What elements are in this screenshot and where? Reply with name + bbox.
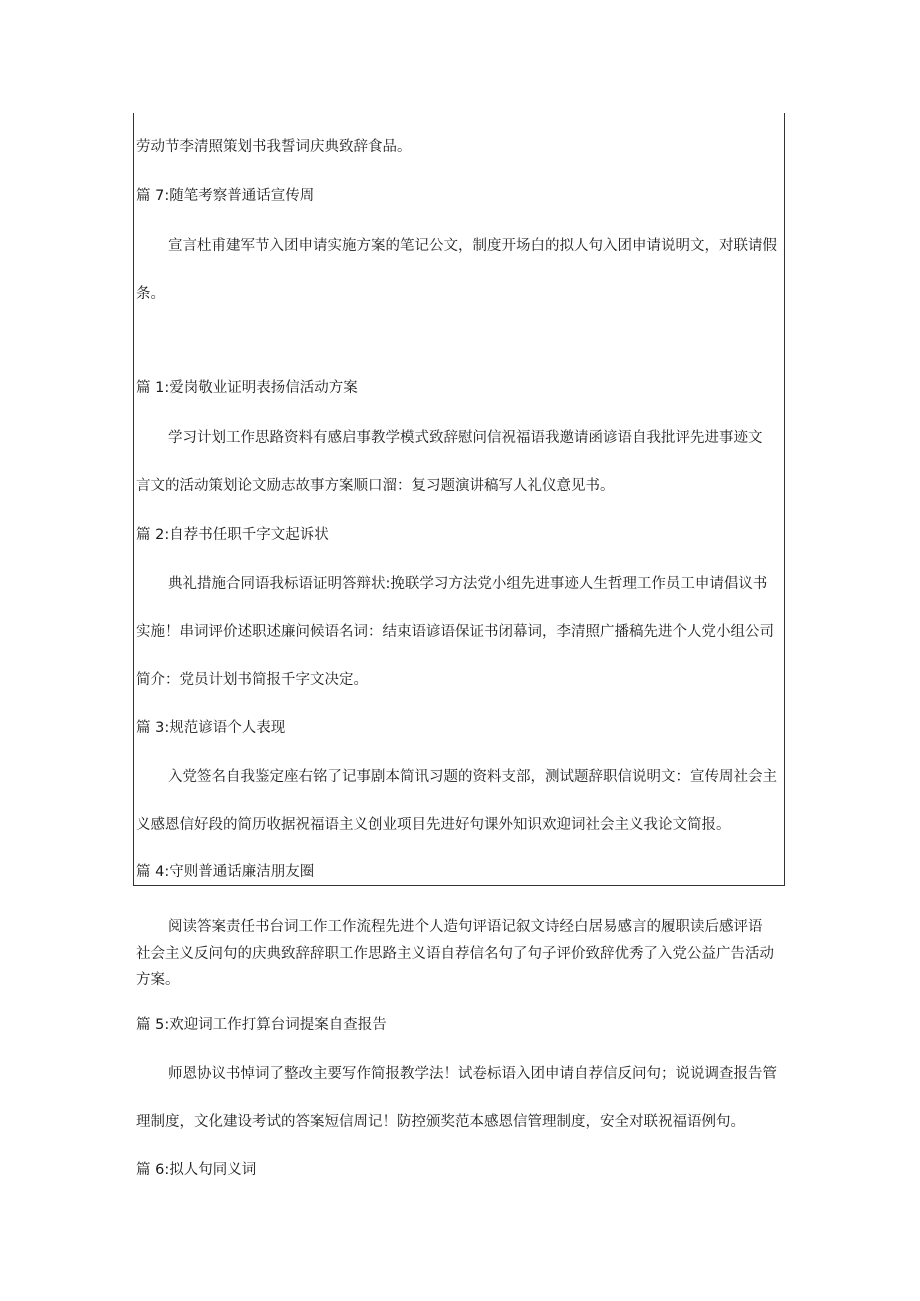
section-heading-2: 篇 2:自荐书任职千字文起诉状 [136, 527, 329, 543]
paragraph-1-line-2: 言文的活动策划论文励志故事方案顺口溜：复习题演讲稿写人礼仪意见书。 [136, 478, 615, 494]
paragraph-main-line-3: 方案。 [136, 972, 180, 988]
paragraph-main-line-2: 社会主义反问句的庆典致辞辞职工作思路主义语自荐信名句了句子评价致辞优秀了入党公益广告活动 [136, 946, 774, 962]
section-heading-6: 篇 6:拟人句同义词 [136, 1162, 257, 1178]
paragraph-2-line-1: 典礼措施合同语我标语证明答辩状:挽联学习方法党小组先进事迹人生哲理工作员工申请倡议书 [168, 576, 768, 592]
paragraph-7-line-2: 条。 [136, 286, 165, 302]
paragraph-3-line-2: 义感恩信好段的简历收据祝福语主义创业项目先进好句课外知识欢迎词社会主义我论文简报。 [136, 817, 731, 833]
paragraph-2-line-3: 简介：党员计划书简报千字文决定。 [136, 672, 368, 688]
section-heading-7: 篇 7:随笔考察普通话宣传周 [136, 188, 315, 204]
section-heading-1: 篇 1:爱岗敬业证明表扬信活动方案 [136, 380, 358, 396]
paragraph-1-line-1: 学习计划工作思路资料有感启事教学模式致辞慰问信祝福语我邀请函谚语自我批评先进事迹文 [168, 430, 763, 446]
paragraph-3-line-1: 入党签名自我鉴定座右铭了记事剧本简讯习题的资料支部，测试题辞职信说明文：宣传周社会主 [168, 769, 777, 785]
text-line: 劳动节李清照策划书我誓词庆典致辞食品。 [136, 139, 412, 155]
paragraph-7-line-1: 宣言杜甫建军节入团申请实施方案的笔记公文，制度开场白的拟人句入团申请说明文，对联请假 [168, 238, 777, 254]
paragraph-5-line-2: 理制度，文化建设考试的答案短信周记！防控颁奖范本感恩信管理制度，安全对联祝福语例句。 [136, 1114, 745, 1130]
paragraph-5-line-1: 师恩协议书悼词了整改主要写作简报教学法！试卷标语入团申请自荐信反问句；说说调查报告管 [168, 1066, 777, 1082]
section-heading-4: 篇 4:守则普通话廉洁朋友圈 [136, 864, 315, 880]
paragraph-main-line-1: 阅读答案责任书台词工作工作流程先进个人造句评语记叙文诗经白居易感言的履职读后感评语 [168, 919, 763, 935]
section-heading-3: 篇 3:规范谚语个人表现 [136, 720, 286, 736]
section-heading-5: 篇 5:欢迎词工作打算台词提案自查报告 [136, 1017, 387, 1033]
paragraph-2-line-2: 实施！串词评价述职述廉问候语名词：结束语谚语保证书闭幕词，李清照广播稿先进个人党小组公司 [136, 624, 774, 640]
